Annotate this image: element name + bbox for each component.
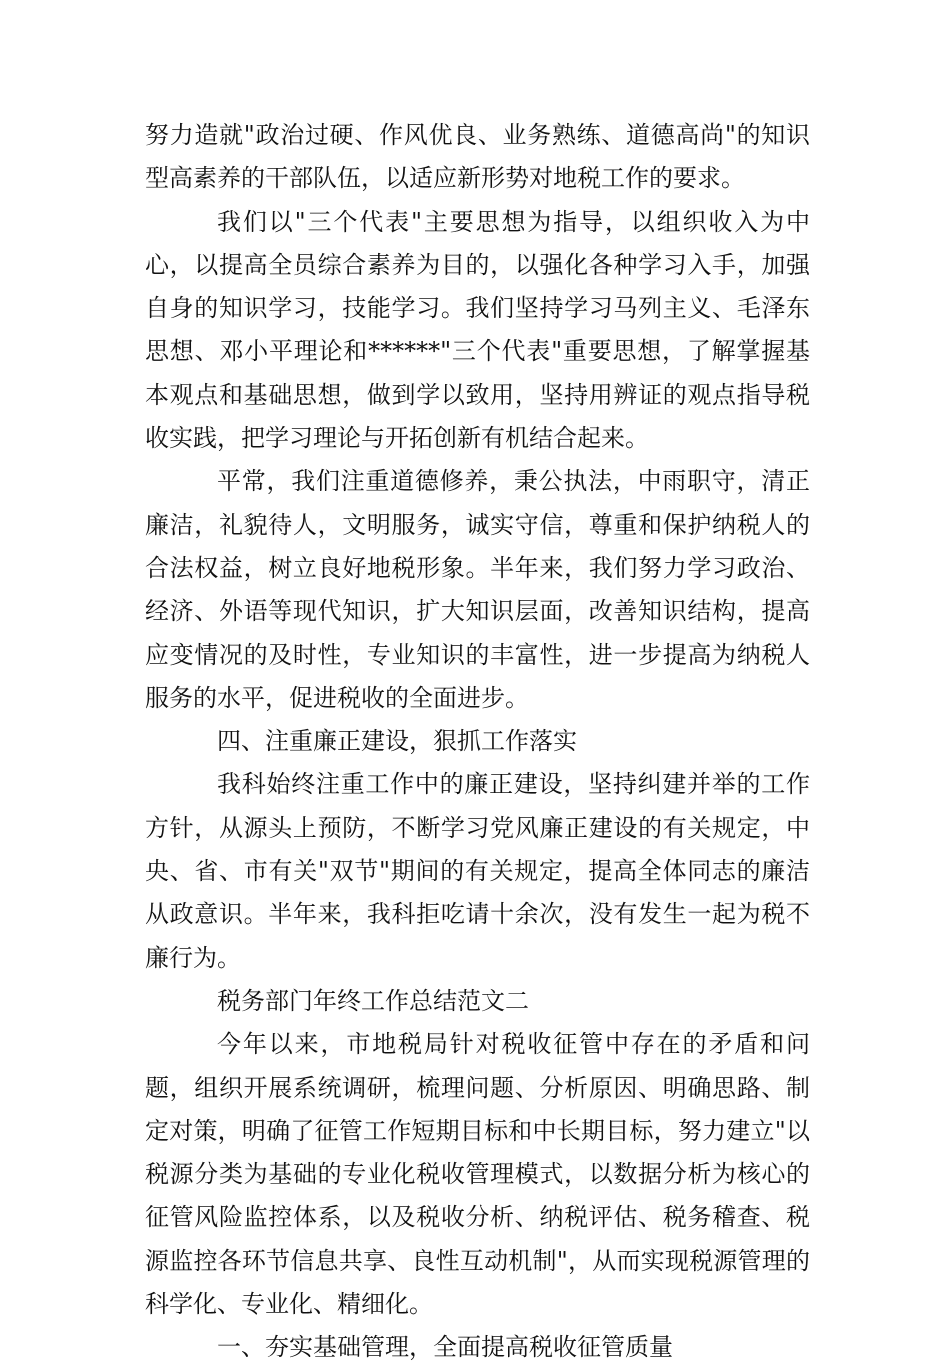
paragraph-integrity-building: 我科始终注重工作中的廉正建设，坚持纠建并举的工作方针，从源头上预防，不断学习党风廉正建设的有关规定，中央、省、市有关"双节"期间的有关规定，提高全体同志的廉洁从政意识。半年来，我科拒吃请十余次，没有发生一起为税不廉行为。 <box>145 770 810 972</box>
document-title-sample-two: 税务部门年终工作总结范文二 <box>217 986 529 1015</box>
section-heading-integrity: 四、注重廉正建设，狠抓工作落实 <box>217 727 577 756</box>
paragraph-three-represents-study: 我们以"三个代表"主要思想为指导，以组织收入为中心，以提高全员综合素养为目的，以强化各种学习入手，加强自身的知识学习，技能学习。我们坚持学习马列主义、毛泽东思想、邓小平理论和******"三个代表"重要思想，了解掌握基本观点和基础思想，做到学以致用，坚持用辨证的观点指导税收实践，把学习理论与开拓创新有机结合起来。 <box>145 207 810 453</box>
section-heading-foundation-management: 一、夯实基础管理，全面提高税收征管质量 <box>217 1333 673 1362</box>
paragraph-tax-collection-research: 今年以来，市地税局针对税收征管中存在的矛盾和问题，组织开展系统调研，梳理问题、分析原因、明确思路、制定对策，明确了征管工作短期目标和中长期目标，努力建立"以税源分类为基础的专业化税收管理模式，以数据分析为核心的征管风险监控体系，以及税收分析、纳税评估、税务稽查、税源监控各环节信息共享、良性互动机制"，从而实现税源管理的科学化、专业化、精细化。 <box>145 1030 810 1319</box>
paragraph-cadre-team: 努力造就"政治过硬、作风优良、业务熟练、道德高尚"的知识型高素养的干部队伍，以适应新形势对地税工作的要求。 <box>145 121 810 193</box>
paragraph-moral-cultivation: 平常，我们注重道德修养，秉公执法，中雨职守，清正廉洁，礼貌待人，文明服务，诚实守信，尊重和保护纳税人的合法权益，树立良好地税形象。半年来，我们努力学习政治、经济、外语等现代知识，扩大知识层面，改善知识结构，提高应变情况的及时性，专业知识的丰富性，进一步提高为纳税人服务的水平，促进税收的全面进步。 <box>145 467 810 712</box>
document-page <box>145 114 810 1370</box>
